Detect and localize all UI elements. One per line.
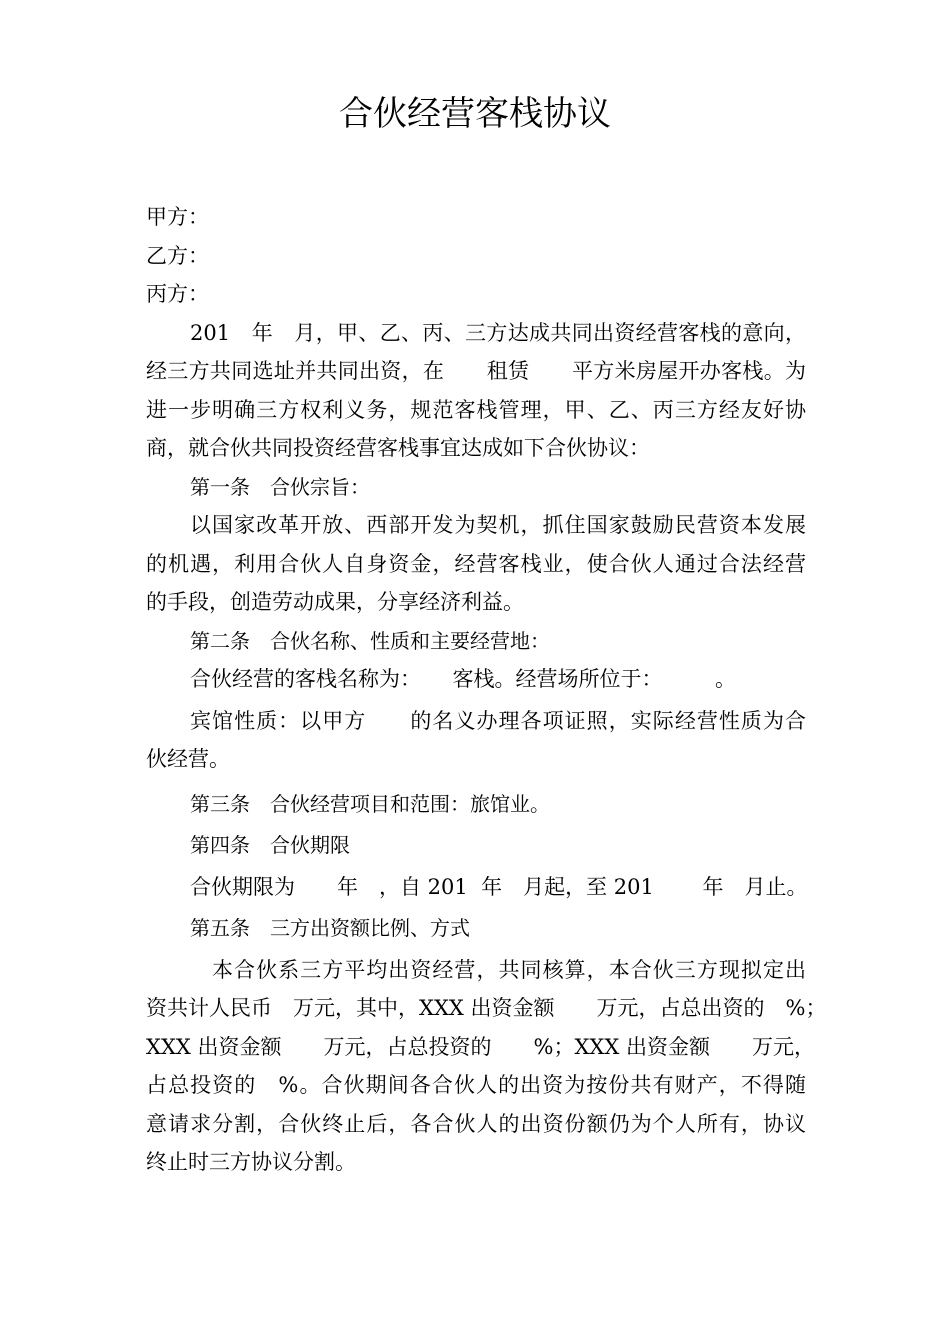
intro-line: 进一步明确三方权利义务，规范客栈管理，甲、乙、丙三方经友好协 bbox=[146, 397, 806, 422]
article2-nature-paragraph bbox=[146, 702, 806, 779]
article1-heading: 第一条 合伙宗旨： bbox=[190, 474, 370, 499]
party-b-line: 乙方： bbox=[146, 243, 209, 268]
article1-line: 以国家改革开放、西部开发为契机，抓住国家鼓励民营资本发展 bbox=[190, 513, 806, 537]
article1-paragraph bbox=[146, 506, 806, 622]
article2-nature-line: 伙经营。 bbox=[146, 747, 230, 771]
intro-paragraph bbox=[146, 314, 806, 468]
article5-paragraph bbox=[146, 951, 827, 1182]
article2-nature-line: 宾馆性质：以甲方 的名义办理各项证照，实际经营性质为合 bbox=[190, 708, 806, 733]
article1-line: 的机遇，利用合伙人自身资金，经营客栈业，使合伙人通过合法经营 bbox=[146, 551, 806, 576]
document-body bbox=[146, 198, 827, 1182]
article2-heading: 第二条 合伙名称、性质和主要经营地： bbox=[190, 628, 550, 653]
article5-line: 占总投资的 %。合伙期间各合伙人的出资为按份共有财产，不得随 bbox=[146, 1073, 806, 1097]
article4-term-line: 合伙期限为 年 ，自 201 年 月起，至 201 年 月止。 bbox=[190, 874, 808, 899]
intro-line: 201 年 月，甲、乙、丙、三方达成共同出资经营客栈的意向， bbox=[190, 320, 806, 345]
party-a-line: 甲方： bbox=[146, 205, 209, 229]
article5-line: 资共计人民币 万元，其中，XXX 出资金额 万元，占总出资的 %； bbox=[146, 996, 827, 1020]
article5-heading: 第五条 三方出资额比例、方式 bbox=[190, 916, 470, 940]
intro-line: 商，就合伙共同投资经营客栈事宜达成如下合伙协议： bbox=[146, 436, 650, 460]
document-title: 合伙经营客栈协议 bbox=[339, 94, 611, 134]
article5-line: 本合伙系三方平均出资经营，共同核算，本合伙三方现拟定出 bbox=[212, 957, 806, 982]
article2-name-line: 合伙经营的客栈名称为： 客栈。经营场所位于： 。 bbox=[190, 667, 736, 691]
party-c-line: 丙方： bbox=[146, 282, 209, 306]
article5-line: 终止时三方协议分割。 bbox=[146, 1150, 356, 1174]
article4-heading: 第四条 合伙期限 bbox=[190, 833, 350, 857]
article5-line: 意请求分割，合伙终止后，各合伙人的出资份额仍为个人所有，协议 bbox=[146, 1111, 806, 1136]
article5-line: XXX 出资金额 万元，占总投资的 %；XXX 出资金额 万元， bbox=[146, 1034, 816, 1059]
intro-line: 经三方共同选址并共同出资，在 租赁 平方米房屋开办客栈。为 bbox=[146, 359, 806, 383]
article1-line: 的手段，创造劳动成果，分享经济利益。 bbox=[146, 590, 524, 614]
article3-heading: 第三条 合伙经营项目和范围：旅馆业。 bbox=[190, 791, 550, 816]
